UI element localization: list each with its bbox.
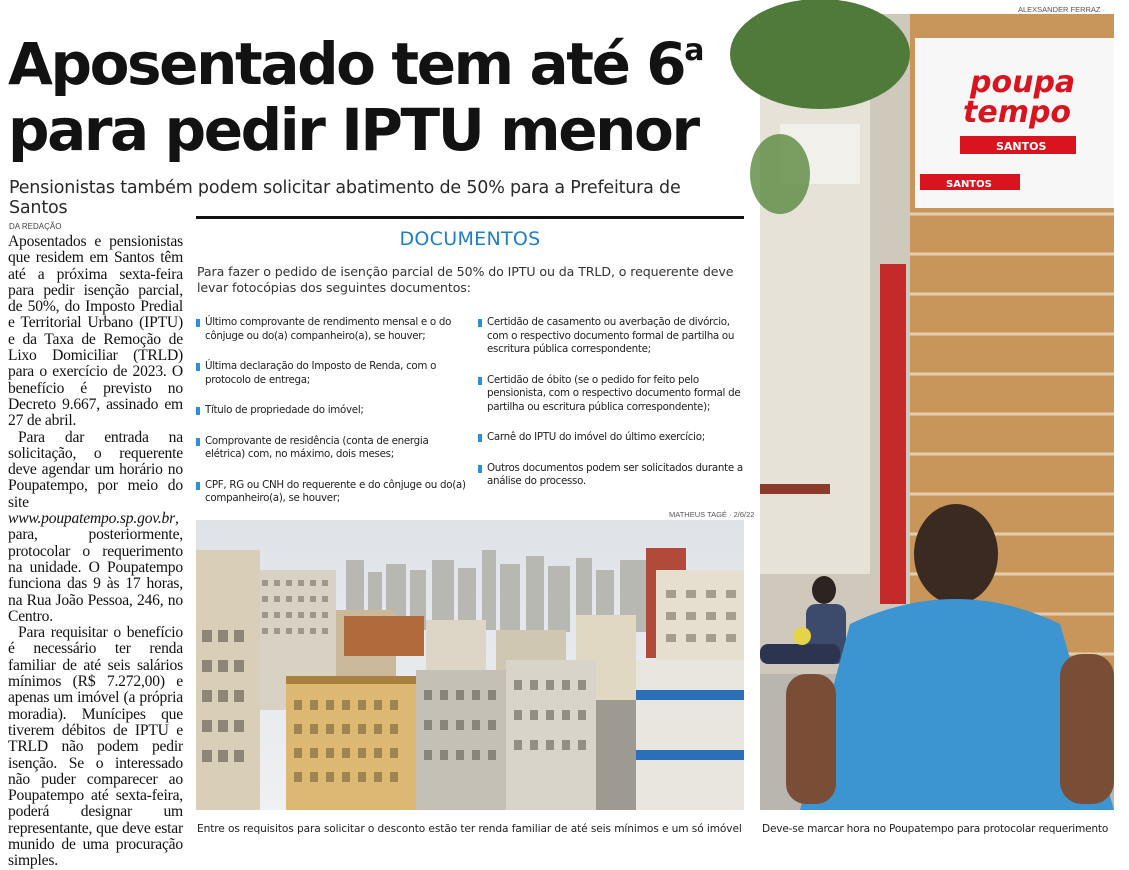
poupatempo-street-photo	[760, 14, 1114, 810]
city-skyline-photo	[196, 520, 744, 810]
street-photo-caption: Deve-se marcar hora no Poupatempo para protocolar requerimento	[762, 823, 1109, 835]
box-top-rule	[196, 216, 744, 219]
documents-box-title: DOCUMENTOS	[399, 228, 541, 250]
city-skyline-illustration	[196, 520, 744, 810]
paragraph-2-start: Para dar entrada na solicitação, o requerente deve agendar um horário no Poupatempo, por meio do site	[8, 428, 183, 511]
byline: DA REDAÇÃO	[9, 222, 62, 231]
list-item: CPF, RG ou CNH do requerente e do cônjuge ou do(a) companheiro(a), se houver;	[196, 479, 466, 506]
paragraph-2-end: , para, posteriormente, protocolar o requerimento na unidade. O Poupatempo funciona das 9 às 17 horas, na Rua João Pessoa, 246, no Centro.	[8, 510, 183, 625]
list-item: Último comprovante de rendimento mensal e o do cônjuge ou do(a) companheiro(a), se houver;	[196, 316, 466, 343]
city-photo-caption: Entre os requisitos para solicitar o desconto estão ter renda familiar de até seis mínimos e um só imóvel	[197, 823, 742, 835]
sign-2-city: SANTOS	[946, 179, 992, 190]
headline	[8, 18, 728, 163]
documents-box-intro: Para fazer o pedido de isenção parcial de 50% do IPTU ou da TRLD, o requerente deve levar fotocópias dos seguintes documentos:	[197, 264, 734, 295]
street-photo-credit: ALEXSANDER FERRAZ ·	[1018, 5, 1106, 14]
paragraph-2	[8, 430, 183, 626]
paragraph-3: Para requisitar o benefício é necessário ter renda familiar de até seis salários mínimos (R$ 7.272,00) e apenas um imóvel (a própria moradia). Munícipes que tiverem débitos de IPTU e TRLD não podem pedir isenção. Se o interessado não puder comparecer ao Poupatempo até sexta-feira, poderá designar um representante, que deve estar munido de uma procuração simples.	[8, 624, 183, 870]
subheadline: Pensionistas também podem solicitar abatimento de 50% para a Prefeitura de Santos	[9, 178, 681, 218]
list-item: Comprovante de residência (conta de energia elétrica) com, no máximo, dois meses;	[196, 435, 466, 462]
sign-line-2: tempo	[963, 95, 1072, 130]
paragraph-1: Aposentados e pensionistas que residem em Santos têm até a próxima sexta-feira para pedir isenção parcial, de 50%, do Imposto Predial e Territorial Urbano (IPTU) e da Taxa de Remoção de Lixo Domiciliar (TRLD) para o exercício de 2023. O benefício é previsto no Decreto 9.667, assinado em 27 de abril.	[8, 233, 183, 430]
headline-superscript: a	[684, 33, 705, 68]
sign-city: SANTOS	[996, 140, 1047, 153]
list-item: Carnê do IPTU do imóvel do último exercício;	[478, 431, 746, 445]
website-link[interactable]: www.poupatempo.sp.gov.br	[8, 510, 176, 528]
list-item: Outros documentos podem ser solicitados durante a análise do processo.	[478, 462, 746, 489]
documents-list-left	[196, 316, 466, 523]
headline-line-1: Aposentado tem até 6	[8, 30, 685, 98]
headline-line-2: para pedir IPTU menor	[8, 96, 698, 164]
list-item: Certidão de óbito (se o pedido for feito pelo pensionista, com o respectivo documento formal de partilha ou escritura pública correspondente);	[478, 374, 746, 415]
list-item: Última declaração do Imposto de Renda, com o protocolo de entrega;	[196, 360, 466, 387]
list-item: Título de propriedade do imóvel;	[196, 404, 466, 418]
documents-list-right	[478, 316, 746, 506]
article-body	[8, 234, 183, 870]
list-item: Certidão de casamento ou averbação de divórcio, com o respectivo documento formal de partilha ou escritura pública correspondente;	[478, 316, 746, 357]
street-illustration	[760, 14, 1114, 810]
city-photo-credit: MATHEUS TAGÉ · 2/6/22	[669, 510, 755, 519]
sign-line-1: poupa	[970, 65, 1076, 100]
